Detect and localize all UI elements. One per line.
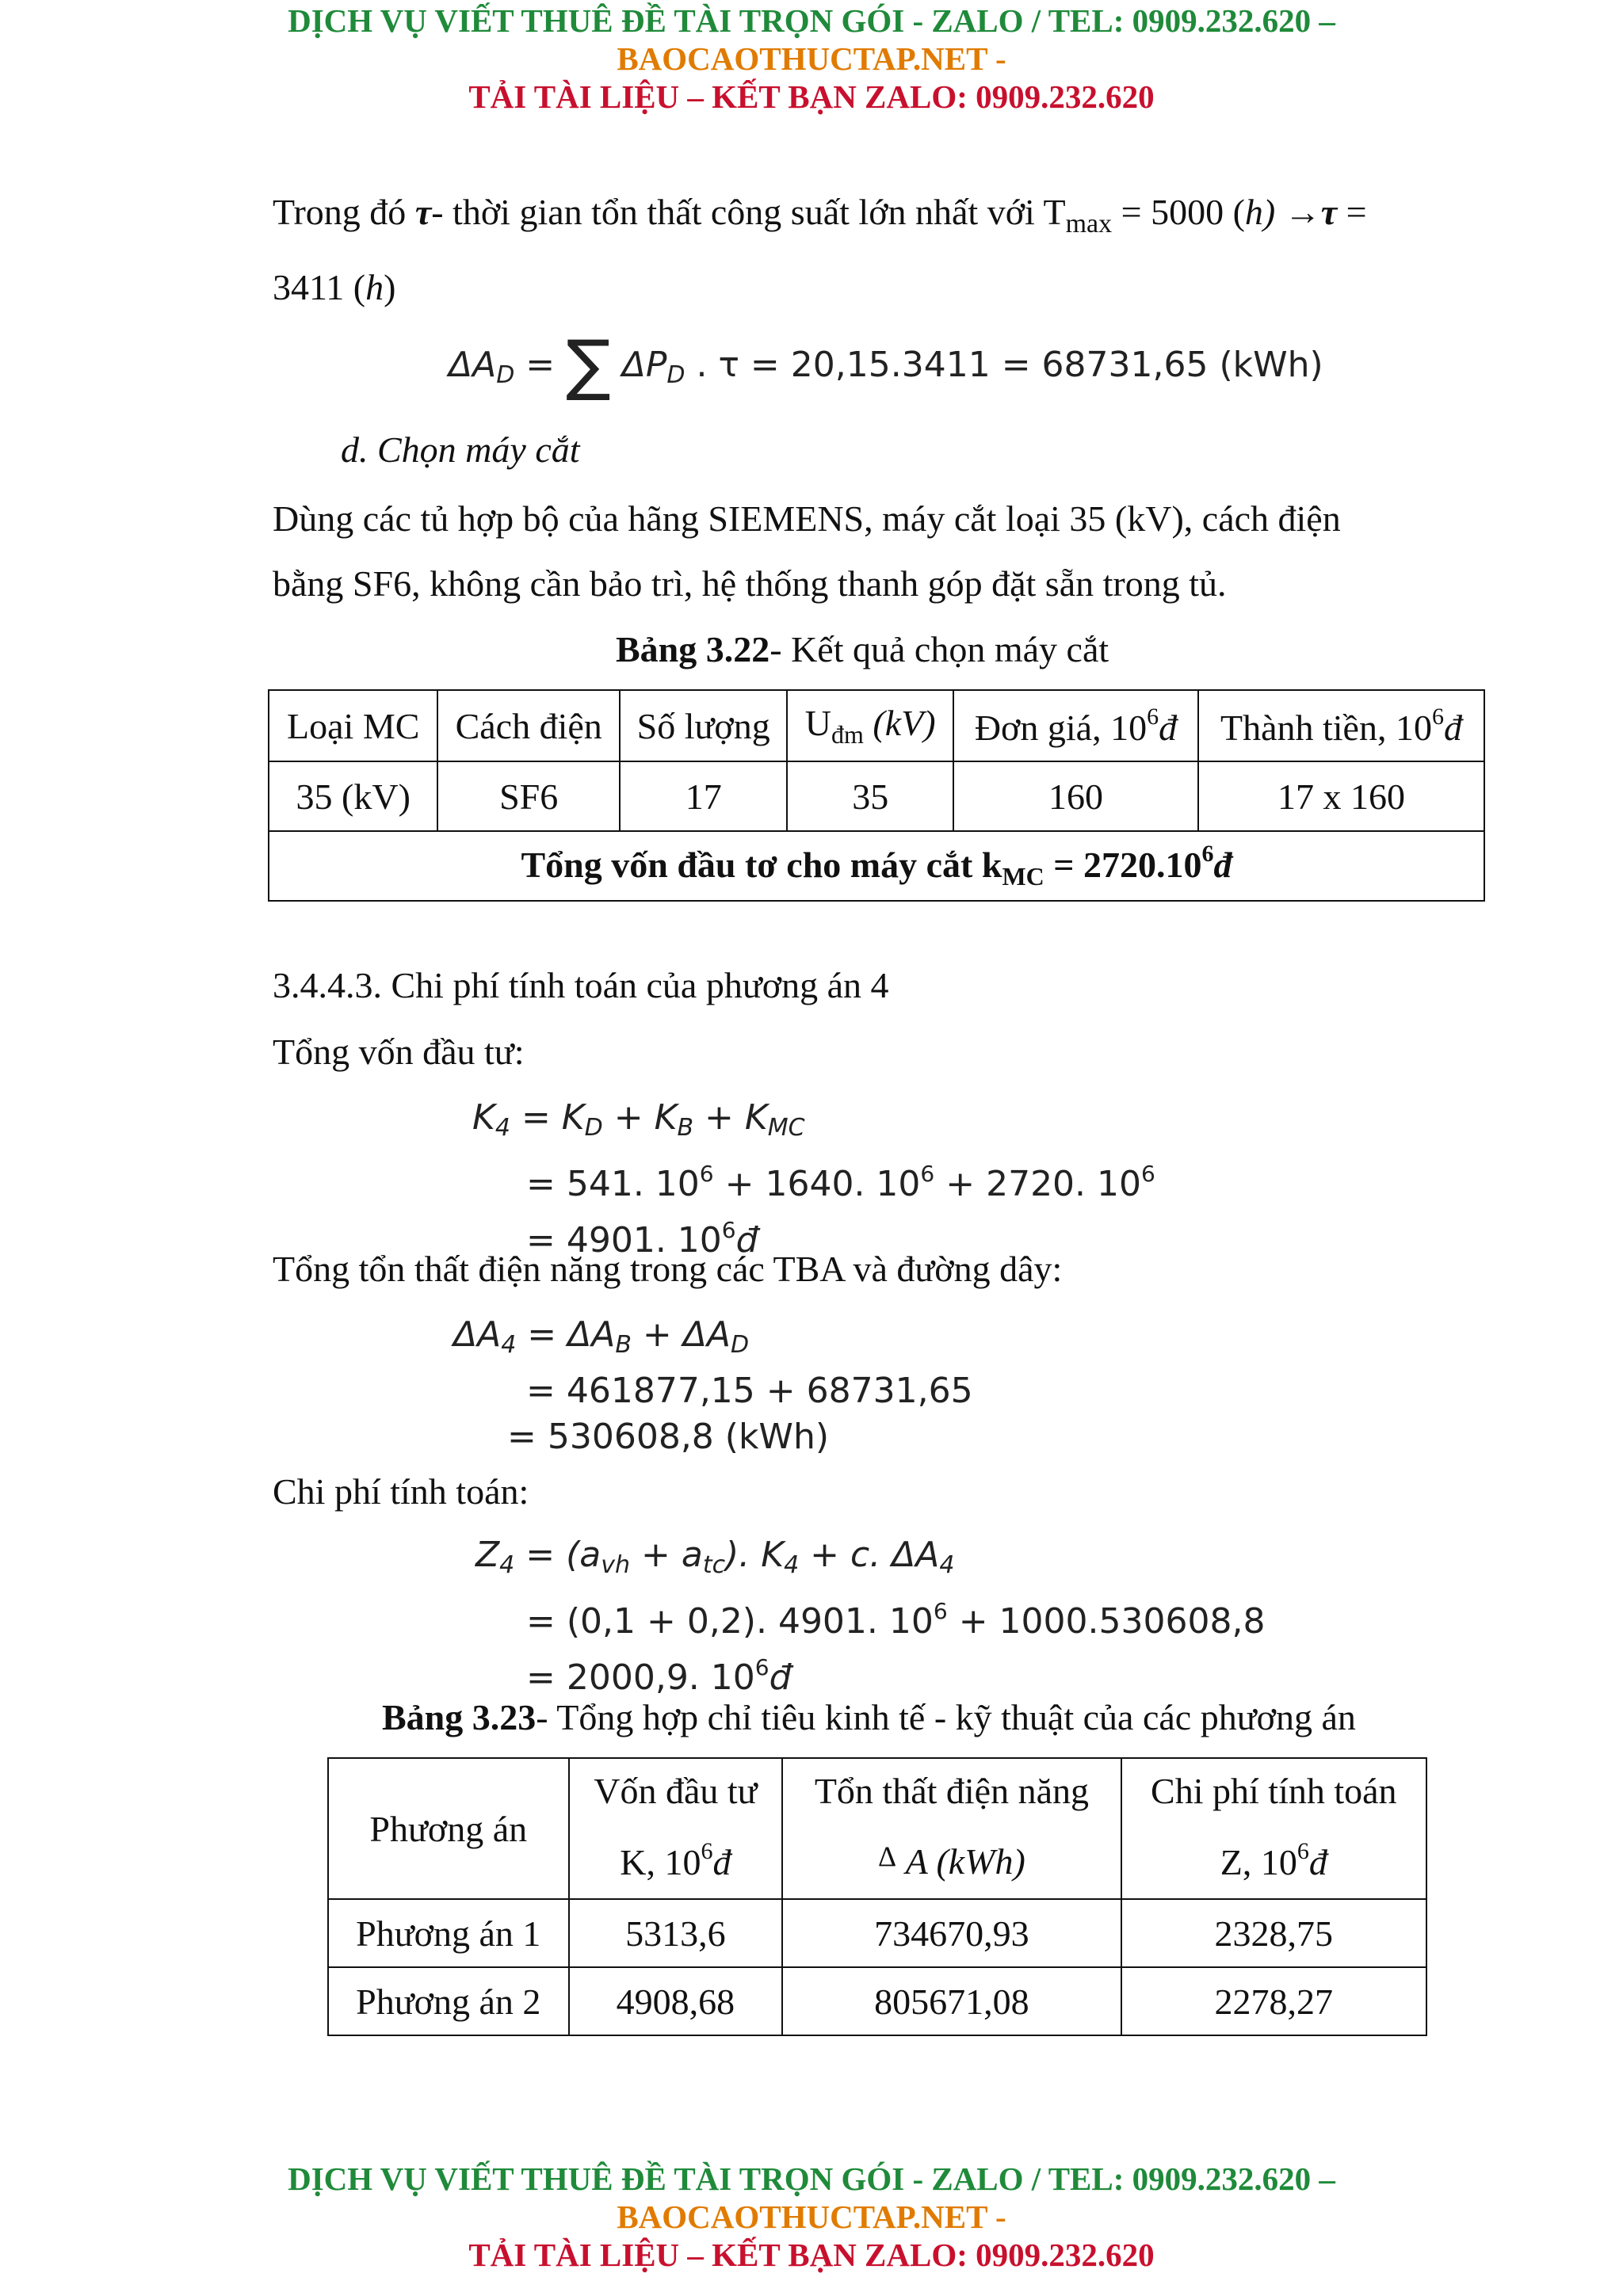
- equation-delta-ad: $\Delta A_D$ = ∑ $\Delta P_D$ . τ = 20,15.3411 = 68731,65 (kWh): [449, 326, 1323, 403]
- tau-paragraph-line-2: 3411 (h): [273, 267, 396, 307]
- equation-line: $\Delta A_4 = \Delta A_B + \Delta A_D$: [453, 1314, 750, 1359]
- subsection-heading: d. Chọn máy cắt: [341, 429, 580, 470]
- header-line-2: BAOCAOTHUCTAP.NET -: [617, 40, 1006, 77]
- footer-banner: [0, 2160, 1623, 2274]
- plan-comparison-table: [327, 1757, 1427, 2036]
- table-cell: 35: [787, 761, 953, 831]
- footer-line-1: DỊCH VỤ VIẾT THUÊ ĐỀ TÀI TRỌN GÓI - ZALO / TEL: 0909.232.620 –: [288, 2161, 1335, 2197]
- header-line-3: TẢI TÀI LIỆU – KẾT BẠN ZALO: 0909.232.620: [468, 78, 1155, 115]
- table-cell: 2328,75: [1121, 1899, 1426, 1967]
- table-header-cell: $^\Delta$ A (kWh): [782, 1823, 1121, 1899]
- table-header-cell: Số lượng: [620, 690, 788, 761]
- table-header-cell: Z, $10^6đ$: [1121, 1823, 1426, 1899]
- equation-line: = 530608,8 (kWh): [507, 1417, 829, 1457]
- table-caption: Bảng 3.22- Kết quả chọn máy cắt: [616, 629, 1109, 669]
- paragraph-line: Dùng các tủ hợp bộ của hãng SIEMENS, máy cắt loại 35 (kV), cách điện: [273, 498, 1341, 539]
- table-cell: 2278,27: [1121, 1967, 1426, 2035]
- table-header-cell: Tổn thất điện năng: [782, 1758, 1121, 1823]
- table-cell: 17 x 160: [1198, 761, 1484, 831]
- equation-line: = 2000,9. $10^6đ$: [526, 1654, 792, 1698]
- equation-line: = 461877,15 + 68731,65: [526, 1371, 973, 1411]
- paragraph-line: bằng SF6, không cần bảo trì, hệ thống thanh góp đặt sẵn trong tủ.: [273, 563, 1227, 604]
- equation-line: $K_4 = K_D + K_B + K_{MC}$: [472, 1097, 805, 1142]
- table-header-cell: Chi phí tính toán: [1121, 1758, 1426, 1823]
- table-cell: 734670,93: [782, 1899, 1121, 1967]
- table-caption: Bảng 3.23- Tổng hợp chỉ tiêu kinh tế - kỹ thuật của các phương án: [382, 1697, 1356, 1737]
- table-row: [328, 1967, 1426, 2035]
- equation-line: = 541. $10^6 + 1640$. $10^6 + 2720$. $10^6$: [526, 1161, 1155, 1204]
- breaker-selection-table: [268, 689, 1485, 902]
- equation-line: = (0,1 + 0,2). 4901. $10^6 + 1000.530608,8$: [526, 1598, 1266, 1642]
- table-header-row: [328, 1758, 1426, 1823]
- label-computed-cost: Chi phí tính toán:: [273, 1471, 529, 1512]
- table-header-cell: Vốn đầu tư: [569, 1758, 783, 1823]
- table-cell: 4908,68: [569, 1967, 783, 2035]
- table-cell: 5313,6: [569, 1899, 783, 1967]
- table-cell: SF6: [437, 761, 619, 831]
- table-cell: 35 (kV): [269, 761, 437, 831]
- table-cell: Phương án 2: [328, 1967, 569, 2035]
- header-line-1: DỊCH VỤ VIẾT THUÊ ĐỀ TÀI TRỌN GÓI - ZALO / TEL: 0909.232.620 –: [288, 2, 1335, 39]
- table-row: [328, 1899, 1426, 1967]
- footer-line-3: TẢI TÀI LIỆU – KẾT BẠN ZALO: 0909.232.620: [468, 2237, 1155, 2273]
- table-header-cell: K, $10^6đ$: [569, 1823, 783, 1899]
- equation-k4: [472, 1095, 1155, 1264]
- table-header-cell: Loại MC: [269, 690, 437, 761]
- equation-a4: [453, 1312, 973, 1460]
- table-header-cell: $U_{đm}$ (kV): [787, 690, 953, 761]
- equation-line: = 4901. $10^6đ$: [526, 1217, 758, 1261]
- table-total-cell: Tổng vốn đầu tơ cho máy cắt $k_{MC}$ = $2720.10^6đ$: [269, 831, 1484, 901]
- table-cell: Phương án 1: [328, 1899, 569, 1967]
- label-total-loss: Tổng tổn thất điện năng trong các TBA và đường dây:: [273, 1249, 1063, 1289]
- header-banner: [0, 2, 1623, 116]
- footer-line-2: BAOCAOTHUCTAP.NET -: [617, 2199, 1006, 2235]
- table-cell: 160: [953, 761, 1198, 831]
- table-header-cell: Đơn giá, $10^6đ$: [953, 690, 1198, 761]
- table-cell: 805671,08: [782, 1967, 1121, 2035]
- table-header-cell: Thành tiền, $10^6đ$: [1198, 690, 1484, 761]
- table-header-row: [269, 690, 1484, 761]
- section-heading: 3.4.4.3. Chi phí tính toán của phương án 4: [273, 965, 889, 1005]
- equation-z4: [475, 1532, 1265, 1701]
- table-header-cell: Cách điện: [437, 690, 619, 761]
- table-row: [269, 761, 1484, 831]
- equation-line: $Z_4 = (a_{vh} + a_{tc})$. $K_4 + c$. $\Delta A_4$: [475, 1535, 955, 1579]
- table-cell: 17: [620, 761, 788, 831]
- tau-paragraph-line-1: Trong đó τ- thời gian tổn thất công suất lớn nhất với $T_{max} = 5000$ (h) →τ =: [273, 192, 1367, 238]
- table-header-cell: Phương án: [328, 1758, 569, 1899]
- table-total-row: [269, 831, 1484, 901]
- label-total-investment: Tổng vốn đầu tư:: [273, 1032, 525, 1072]
